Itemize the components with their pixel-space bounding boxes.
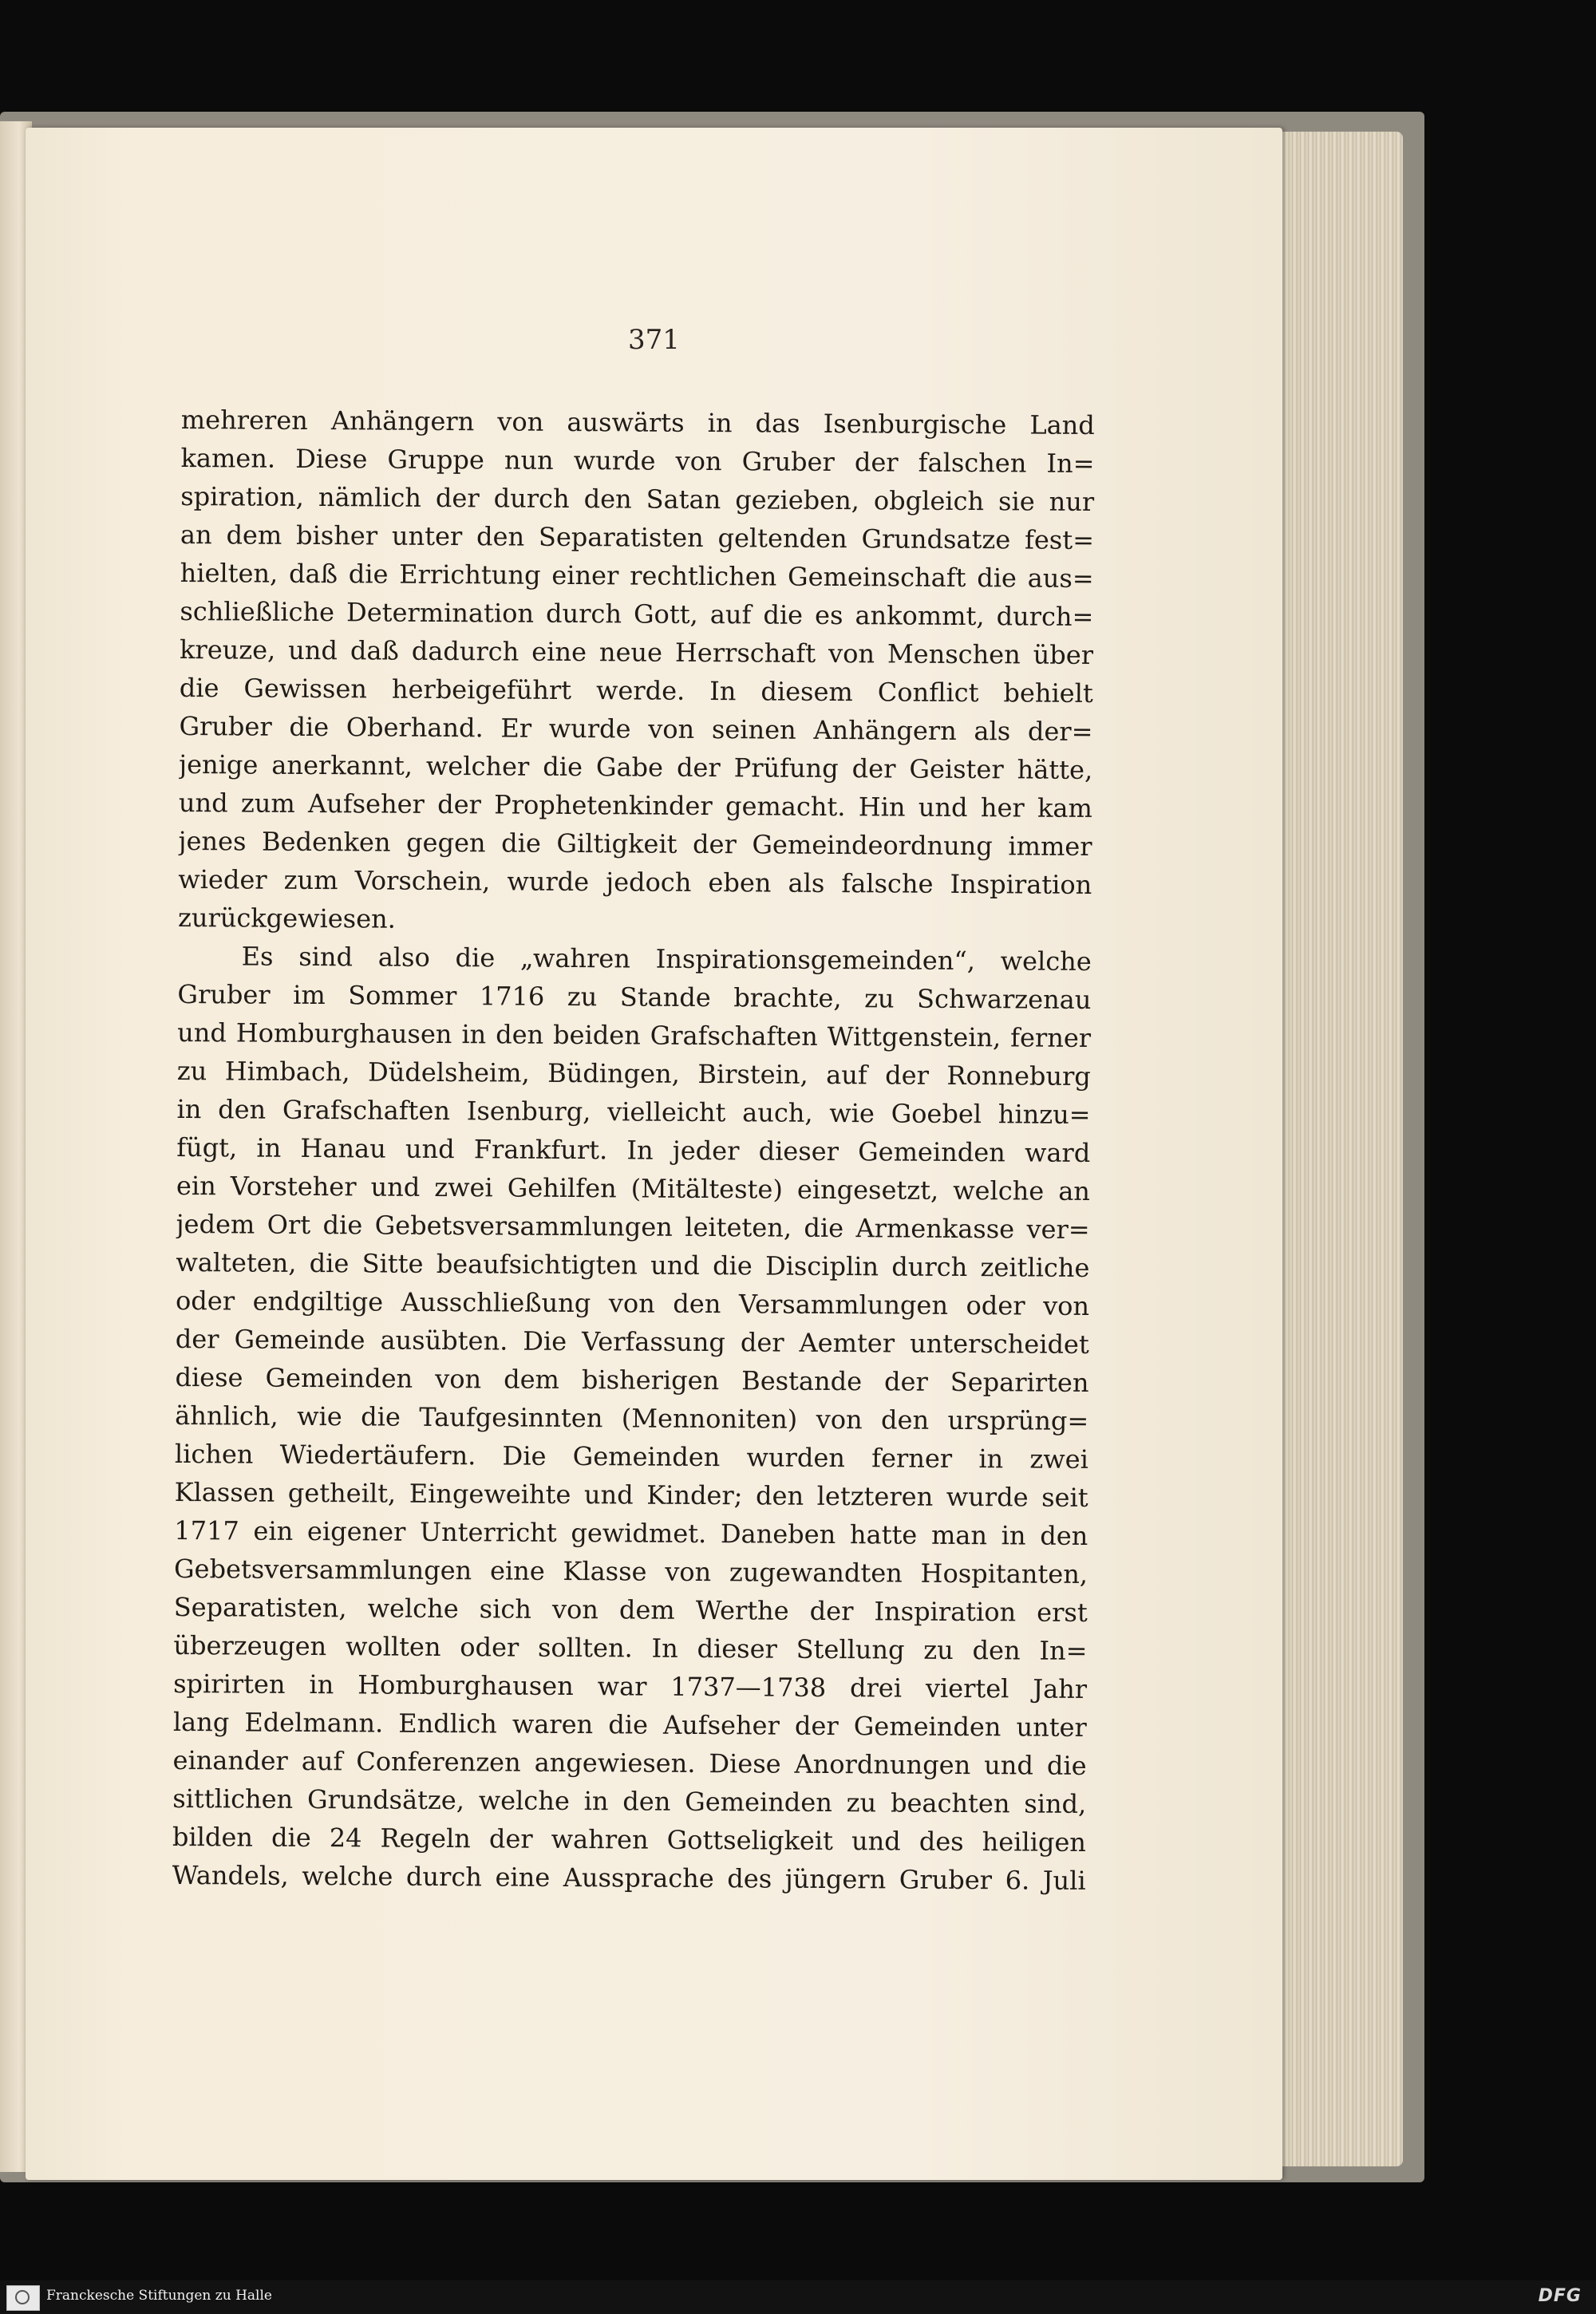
text-line: fügt, in Hanau und Frankfurt. In jeder dieser Gemeinden ward [176, 1131, 1091, 1168]
page-edges [1277, 132, 1403, 2166]
text-line: Separatisten, welche sich von dem Werthe der Inspiration erst [173, 1591, 1088, 1628]
text-line: diese Gemeinden von dem bisherigen Bestande der Separirten [175, 1361, 1089, 1398]
text-line: jenige anerkannt, welcher die Gabe der Prüfung der Geister hätte, [179, 748, 1093, 785]
text-line: spirirten in Homburghausen war 1737—1738 drei viertel Jahr [173, 1668, 1088, 1704]
text-line: einander auf Conferenzen angewiesen. Diese Anordnungen und die [172, 1744, 1087, 1781]
text-line: ähnlich, wie die Taufgesinnten (Mennoniten) von den ursprüng= [175, 1400, 1089, 1436]
text-line: spiration, nämlich der durch den Satan gezieben, obgleich sie nur [180, 480, 1095, 517]
text-line: an dem bisher unter den Separatisten geltenden Grundsatze fest= [180, 519, 1095, 555]
text-line: hielten, daß die Errichtung einer rechtlichen Gemeinschaft die aus= [180, 557, 1094, 594]
text-line: wieder zum Vorschein, wurde jedoch eben als falsche Inspiration [178, 863, 1092, 900]
text-line: 1717 ein eigener Unterricht gewidmet. Daneben hatte man in den [174, 1514, 1088, 1551]
text-line: sittlichen Grundsätze, welche in den Gemeinden zu beachten sind, [172, 1783, 1087, 1819]
text-line: Gruber im Sommer 1716 zu Stande brachte, zu Schwarzenau [177, 978, 1092, 1015]
text-line: bilden die 24 Regeln der wahren Gottseligkeit und des heiligen [172, 1821, 1087, 1858]
page-number: 371 [628, 324, 680, 356]
text-line: oder endgiltige Ausschließung von den Versammlungen oder von [175, 1285, 1090, 1321]
text-line: überzeugen wollten oder sollten. In dieser Stellung zu den In= [173, 1629, 1088, 1666]
text-line: Gruber die Oberhand. Er wurde von seinen Anhängern als der= [179, 710, 1093, 747]
text-line: kamen. Diese Gruppe nun wurde von Gruber der falschen In= [180, 442, 1095, 479]
text-line: kreuze, und daß dadurch eine neue Herrschaft von Menschen über [179, 634, 1094, 670]
text-line: zu Himbach, Düdelsheim, Büdingen, Birstein, auf der Ronneburg [176, 1055, 1091, 1092]
text-line: in den Grafschaften Isenburg, vielleicht auch, wie Goebel hinzu= [176, 1093, 1091, 1130]
text-line: jenes Bedenken gegen die Giltigkeit der Gemeindeordnung immer [178, 825, 1092, 862]
book-page [26, 128, 1282, 2180]
text-line: Klassen getheilt, Eingeweihte und Kinder; den letzteren wurde seit [174, 1476, 1088, 1513]
text-line: schließliche Determination durch Gott, auf die es ankommt, durch= [180, 595, 1094, 632]
text-line: mehreren Anhängern von auswärts in das Isenburgische Land [180, 404, 1095, 440]
text-line: Gebetsversammlungen eine Klasse von zugewandten Hospitanten, [173, 1553, 1088, 1589]
text-line: ein Vorsteher und zwei Gehilfen (Mitälteste) eingesetzt, welche an [176, 1170, 1091, 1206]
text-line: Es sind also die „wahren Inspirationsgemeinden“, welche [241, 941, 1092, 977]
institution-logo-icon [6, 2285, 40, 2311]
text-line: die Gewissen herbeigeführt werde. In diesem Conflict behielt [179, 672, 1093, 709]
text-line: Wandels, welche durch eine Aussprache des jüngern Gruber 6. Juli [172, 1859, 1086, 1896]
text-line: zurückgewiesen. [177, 902, 396, 934]
dfg-logo: DFG [1538, 2286, 1582, 2306]
text-line: lichen Wiedertäufern. Die Gemeinden wurden ferner in zwei [174, 1438, 1089, 1475]
footer-bar [0, 2280, 1596, 2314]
text-line: lang Edelmann. Endlich waren die Aufseher der Gemeinden unter [172, 1706, 1087, 1743]
text-line: der Gemeinde ausübten. Die Verfassung der Aemter unterscheidet [175, 1323, 1089, 1360]
text-line: jedem Ort die Gebetsversammlungen leiteten, die Armenkasse ver= [176, 1208, 1090, 1245]
body-text [172, 401, 1095, 1900]
text-line: und zum Aufseher der Prophetenkinder gemacht. Hin und her kam [178, 787, 1093, 823]
text-line: walteten, die Sitte beaufsichtigten und die Disciplin durch zeitliche [176, 1246, 1090, 1283]
institution-name: Franckesche Stiftungen zu Halle [46, 2288, 272, 2304]
text-line: und Homburghausen in den beiden Grafschaften Wittgenstein, ferner [177, 1017, 1092, 1053]
